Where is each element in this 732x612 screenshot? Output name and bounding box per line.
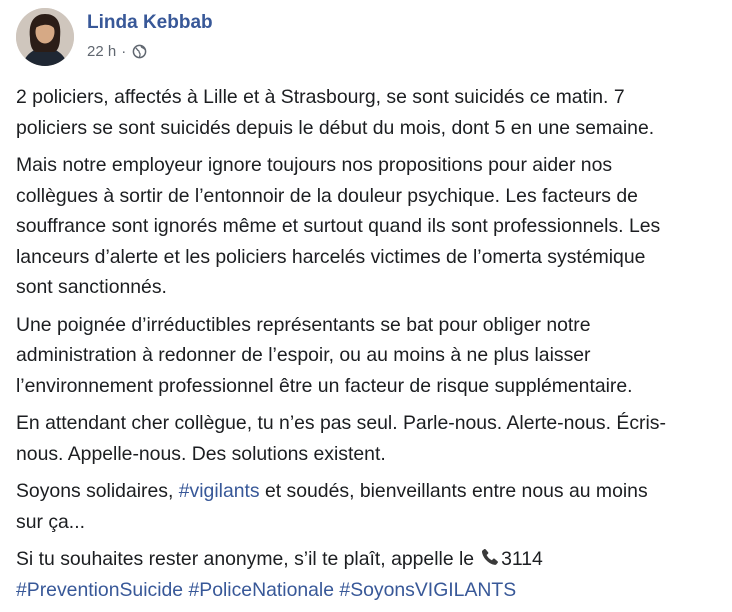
text-line: Mais notre employeur ignore toujours nos propositions pour aider nos (16, 154, 613, 176)
post-meta (87, 43, 147, 60)
text-line: collègues à sortir de l’entonnoir de la douleur psychique. Les facteurs de (16, 184, 638, 207)
hashtag-link-preventionsuicide[interactable]: #PreventionSuicide (16, 578, 184, 601)
text-line: nous. Appelle-nous. Des solutions existent. (16, 442, 386, 465)
paragraph (16, 476, 724, 537)
meta-separator: · (121, 43, 127, 60)
paragraph (16, 150, 724, 303)
hashtag-link-vigilants[interactable]: #vigilants (178, 480, 260, 502)
telephone-icon (480, 546, 500, 566)
text-fragment: et soudés, bienveillants entre nous au moins (259, 480, 648, 502)
paragraph (16, 408, 724, 469)
text-line: policiers se sont suicidés depuis le début du mois, dont 5 en une semaine. (16, 116, 655, 139)
text-fragment: Soyons solidaires, (16, 480, 179, 502)
text-line: souffrance sont ignorés même et surtout quand ils sont professionnels. Les (16, 215, 661, 237)
post-body (16, 82, 724, 612)
text-line: l’environnement professionnel être un facteur de risque supplémentaire. (16, 374, 633, 397)
text-fragment: Si tu souhaites rester anonyme, s’il te plaît, appelle le (16, 548, 475, 570)
text-line: En attendant cher collègue, tu n’es pas seul. Parle-nous. Alerte-nous. Écris- (16, 412, 666, 434)
phone-number: 3114 (501, 548, 543, 570)
hashtag-link-soyonsvigilants[interactable]: #SoyonsVIGILANTS (339, 578, 517, 601)
text-line: sur ça... (16, 510, 85, 533)
avatar[interactable] (16, 8, 74, 66)
paragraph (16, 82, 724, 143)
text-line: 2 policiers, affectés à Lille et à Strasbourg, se sont suicidés ce matin. 7 (16, 86, 625, 108)
text-line: sont sanctionnés. (16, 276, 167, 298)
text-line: Une poignée d’irréductibles représentants se bat pour obliger notre (16, 313, 591, 336)
author-name[interactable]: Linda Kebbab (87, 12, 213, 33)
text-line: administration à redonner de l’espoir, ou au moins à ne plus laisser (16, 344, 591, 366)
globe-icon[interactable] (132, 44, 147, 59)
text-line: lanceurs d’alerte et les policiers harcelés victimes de l’omerta systémique (16, 245, 646, 268)
paragraph (16, 310, 724, 402)
hashtag-link-policenationale[interactable]: #PoliceNationale (188, 578, 335, 601)
post-timestamp[interactable]: 22 h (87, 43, 117, 60)
paragraph (16, 544, 724, 605)
